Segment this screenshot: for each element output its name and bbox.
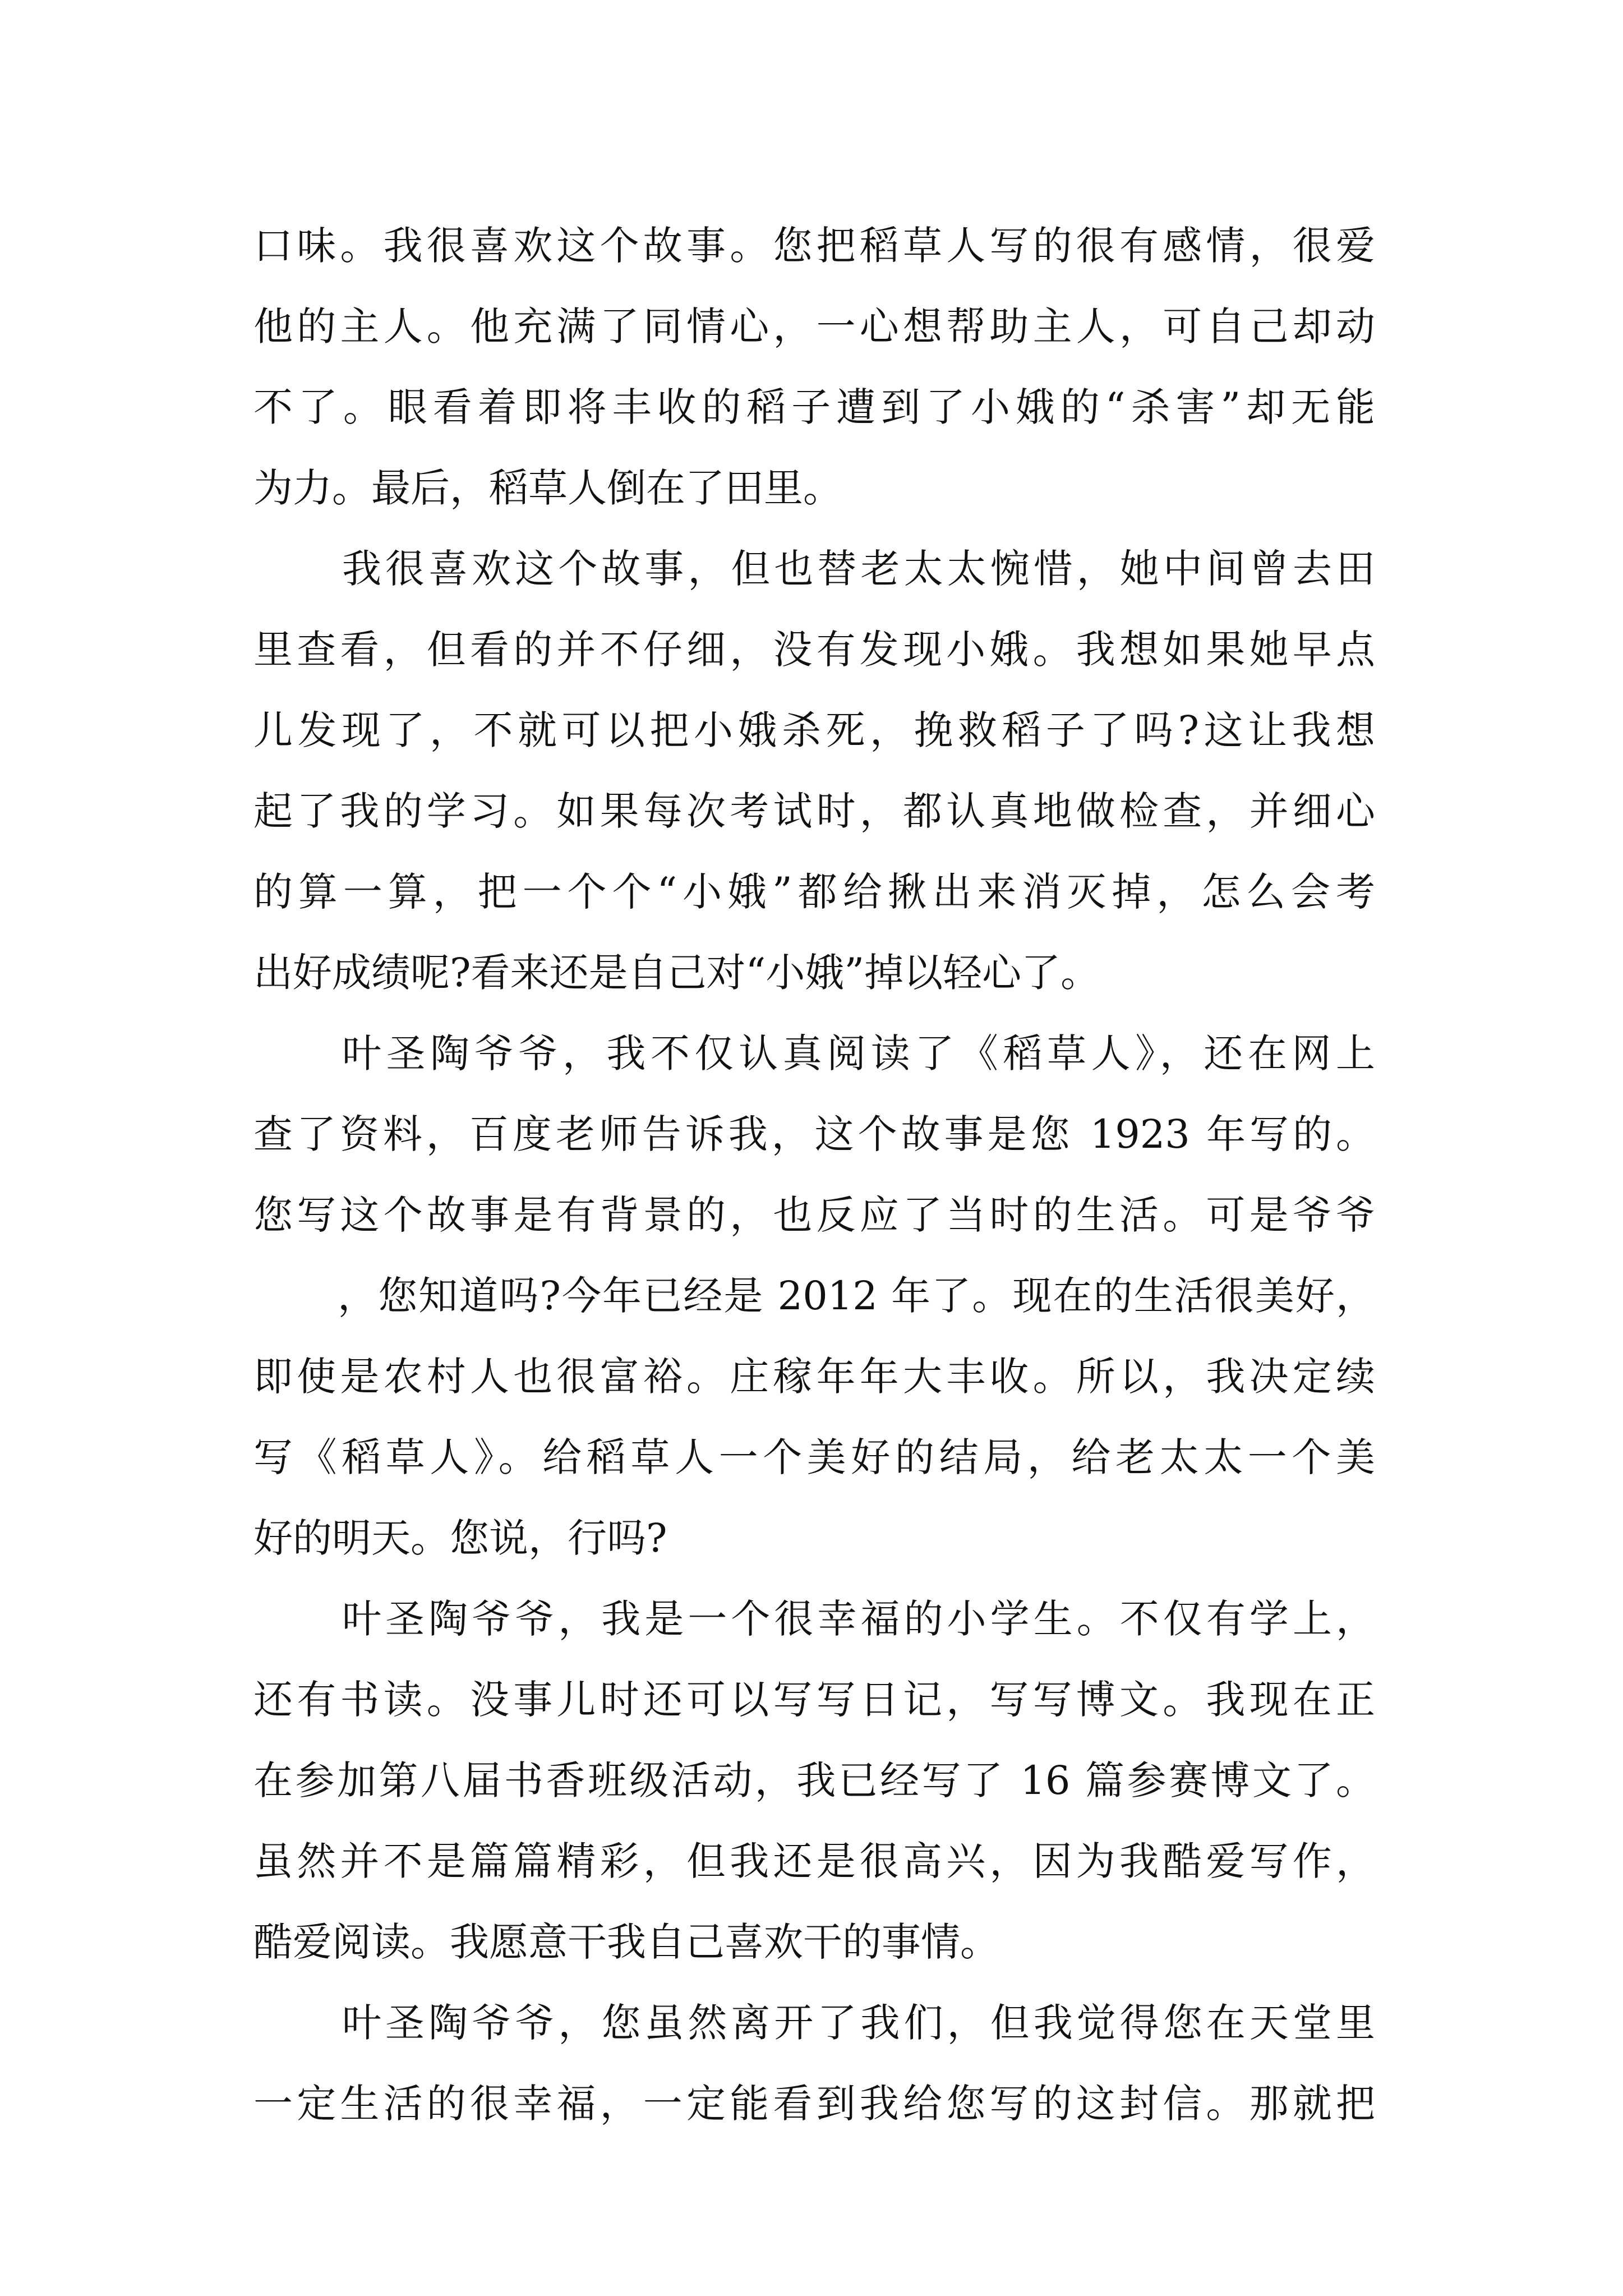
text-line: 虽然并不是篇篇精彩，但我还是很高兴，因为我酷爱写作， [253,1838,1375,1884]
text-line: 您写这个故事是有背景的，也反应了当时的生活。可是爷爷 [253,1192,1375,1238]
text-line: 我很喜欢这个故事，但也替老太太惋惜，她中间曾去田 [342,546,1375,592]
text-line: 还有书读。没事儿时还可以写写日记，写写博文。我现在正 [253,1677,1375,1723]
text-line: 酷爱阅读。我愿意干我自己喜欢干的事情。 [253,1919,999,1965]
paragraph [253,1982,1375,2144]
text-line: 在参加第八届书香班级活动，我已经写了 16 篇参赛博文了。 [253,1757,1375,1803]
text-line: 写《稻草人》。给稻草人一个美好的结局，给老太太一个美 [253,1434,1375,1480]
text-line: 叶圣陶爷爷，我不仅认真阅读了《稻草人》，还在网上 [342,1030,1375,1076]
text-line: ，您知道吗?今年已经是 2012 年了。现在的生活很美好， [338,1273,1375,1319]
paragraph [253,528,1375,1013]
text-line: 口味。我很喜欢这个故事。您把稻草人写的很有感情，很爱 [253,223,1375,269]
text-line: 儿发现了，不就可以把小娥杀死，挽救稻子了吗?这让我想 [253,707,1375,753]
text-line: 一定生活的很幸福，一定能看到我给您写的这封信。那就把 [253,2081,1375,2127]
text-line: 叶圣陶爷爷，您虽然离开了我们，但我觉得您在天堂里 [342,2000,1375,2046]
text-line: 为力。最后，稻草人倒在了田里。 [253,465,842,511]
letter-body [253,205,1375,2144]
text-line: 叶圣陶爷爷，我是一个很幸福的小学生。不仅有学上， [342,1596,1375,1642]
paragraph [253,1255,1375,1579]
paragraph [253,205,1375,528]
text-line: 他的主人。他充满了同情心，一心想帮助主人，可自己却动 [253,303,1375,349]
text-line: 好的明天。您说，行吗? [253,1515,667,1561]
paragraph [253,1579,1375,1982]
paragraph [253,1013,1375,1255]
text-line: 不了。眼看着即将丰收的稻子遭到了小娥的“杀害”却无能 [253,384,1375,430]
text-line: 即使是农村人也很富裕。庄稼年年大丰收。所以，我决定续 [253,1354,1375,1400]
text-line: 里查看，但看的并不仔细，没有发现小娥。我想如果她早点 [253,627,1375,673]
text-line: 查了资料，百度老师告诉我，这个故事是您 1923 年写的。 [253,1111,1375,1157]
text-line: 起了我的学习。如果每次考试时，都认真地做检查，并细心 [253,788,1375,834]
text-line: 出好成绩呢?看来还是自己对“小娥”掉以轻心了。 [253,950,1100,996]
text-line: 的算一算，把一个个“小娥”都给揪出来消灭掉，怎么会考 [253,869,1375,915]
